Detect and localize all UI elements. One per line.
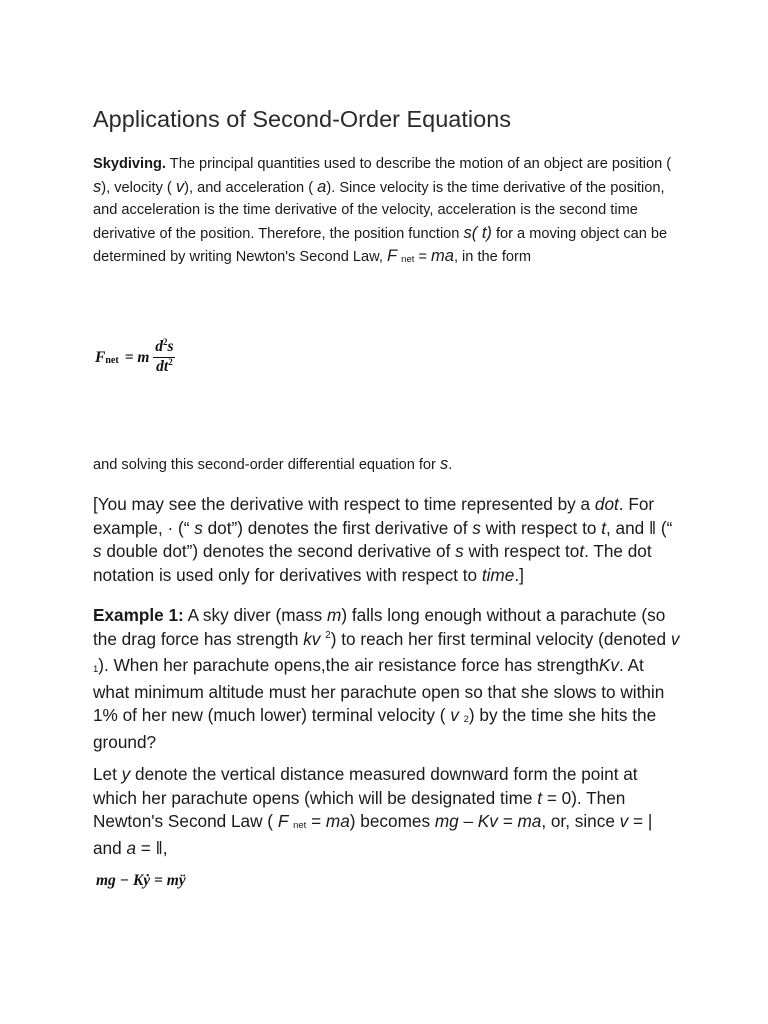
- var-s: s: [93, 541, 102, 562]
- let-y-paragraph: [93, 763, 683, 860]
- inline-equation: mg – Kv = ma: [434, 811, 542, 832]
- equation-newton-second-law: [95, 338, 175, 377]
- var-F: F: [277, 811, 289, 832]
- example-label: Example 1:: [93, 605, 184, 625]
- var-s: s: [439, 455, 449, 473]
- eq-num-exp: 2: [163, 337, 168, 347]
- var-t: t: [601, 517, 606, 538]
- lety-text: ,: [162, 837, 168, 858]
- intro-text: ), and acceleration (: [184, 179, 318, 196]
- intro-text: ). Since velocity is the time derivative of the position, and acceleration is the time derivative of the velocity, acceleration is the second time derivative of the position. Therefore, the position function: [93, 179, 665, 242]
- example-text: ) by the time she hits the ground?: [93, 705, 657, 752]
- var-m: m: [327, 605, 342, 625]
- note-text: . The dot notation is used only for derivatives with respect to: [93, 541, 652, 585]
- var-F: F: [387, 247, 398, 265]
- lety-text: , or, since: [541, 811, 620, 832]
- var-v: v: [175, 177, 185, 196]
- lety-text: =: [136, 837, 156, 858]
- lety-text: and: [93, 837, 127, 858]
- solving-text: and solving this second-order differential equation for: [93, 457, 440, 473]
- var-ma: ma: [431, 247, 454, 265]
- intro-text: for a moving object can be determined by writing Newton's Second Law,: [93, 225, 668, 265]
- intro-text: The principal quantities used to describe the motion of an object are position (: [166, 156, 672, 172]
- eq-num-s: s: [167, 338, 174, 355]
- var-v: v: [619, 811, 629, 832]
- note-text: , and ‖ (“: [606, 517, 673, 538]
- dot-glyph: |: [647, 811, 653, 832]
- intro-lead: Skydiving.: [93, 156, 166, 172]
- var-v1: v: [670, 628, 680, 649]
- lety-text: = 0). Then Newton's Second Law (: [93, 787, 626, 832]
- note-text: [You may see the derivative with respect to time represented by a: [93, 494, 595, 514]
- equation-drag: mg − Kẏ = mÿ: [96, 872, 186, 889]
- var-s: s: [472, 517, 481, 538]
- eq-num-d: d: [155, 338, 164, 355]
- var-a: a: [126, 837, 137, 858]
- note-text: with respect to: [480, 517, 602, 538]
- example-text: . At what minimum altitude must her parachute open so that she slows to within 1% of her new (much lower) terminal velocity (: [93, 655, 665, 726]
- subscript-net: net: [293, 820, 307, 832]
- lety-text: =: [306, 811, 326, 832]
- var-ma: ma: [325, 811, 350, 832]
- var-a: a: [317, 177, 327, 196]
- note-text: dot”) denotes the first derivative of: [202, 517, 473, 538]
- lety-text: =: [628, 811, 648, 832]
- eq-den-dt: dt: [156, 358, 169, 375]
- eq-equals-m: = m: [124, 348, 150, 366]
- var-t: t: [537, 787, 543, 808]
- dot-notation-note: [93, 493, 683, 587]
- example-1-paragraph: [93, 604, 683, 755]
- note-text: .]: [514, 564, 524, 585]
- lety-text: Let: [93, 764, 122, 784]
- example-text: ) falls long enough without a parachute (so the drag force has strength: [93, 605, 666, 649]
- example-text: ). When her parachute opens,the air resistance force has strength: [98, 655, 599, 676]
- eq-F: F: [95, 348, 106, 366]
- eq-denominator: [156, 358, 173, 377]
- var-v2: v: [450, 705, 459, 726]
- note-text: with respect to: [463, 541, 580, 562]
- subscript-net: net: [401, 254, 415, 265]
- note-time: time: [481, 564, 515, 585]
- note-text: double dot”) denotes the second derivative of: [101, 541, 456, 562]
- subscript-1: 1: [93, 664, 99, 676]
- eq-fraction: [153, 338, 175, 377]
- note-text: . For example, · (“: [93, 494, 655, 538]
- var-s: s: [455, 541, 464, 562]
- eq-net-subscript: net: [105, 355, 119, 366]
- intro-text: =: [414, 249, 432, 265]
- var-t: t: [579, 541, 585, 562]
- solving-sentence: [93, 455, 452, 474]
- solving-end: .: [448, 457, 453, 473]
- superscript-2: 2: [325, 629, 331, 641]
- lety-text: ) becomes: [349, 811, 435, 832]
- eq-den-exp: 2: [168, 357, 173, 367]
- var-kv: kv: [303, 628, 321, 649]
- page-title: Applications of Second-Order Equations: [93, 106, 512, 132]
- var-Kv: Kv: [598, 655, 619, 676]
- eq-numerator: [155, 338, 173, 357]
- intro-text: , in the form: [453, 249, 532, 265]
- var-s: s: [194, 517, 203, 538]
- lety-text: denote the vertical distance measured downward form the point at which her parachute opens (which will be designated time: [93, 764, 638, 808]
- note-dot: dot: [594, 494, 619, 514]
- example-text: A sky diver (mass: [183, 605, 328, 625]
- double-dot-glyph: ‖: [155, 837, 163, 858]
- var-st: s( t): [463, 223, 492, 242]
- intro-paragraph: [93, 153, 683, 271]
- example-text: ) to reach her first terminal velocity (denoted: [330, 628, 671, 649]
- var-s: s: [93, 177, 102, 196]
- subscript-2: 2: [463, 714, 469, 726]
- intro-text: ), velocity (: [101, 179, 176, 196]
- var-y: y: [121, 764, 131, 784]
